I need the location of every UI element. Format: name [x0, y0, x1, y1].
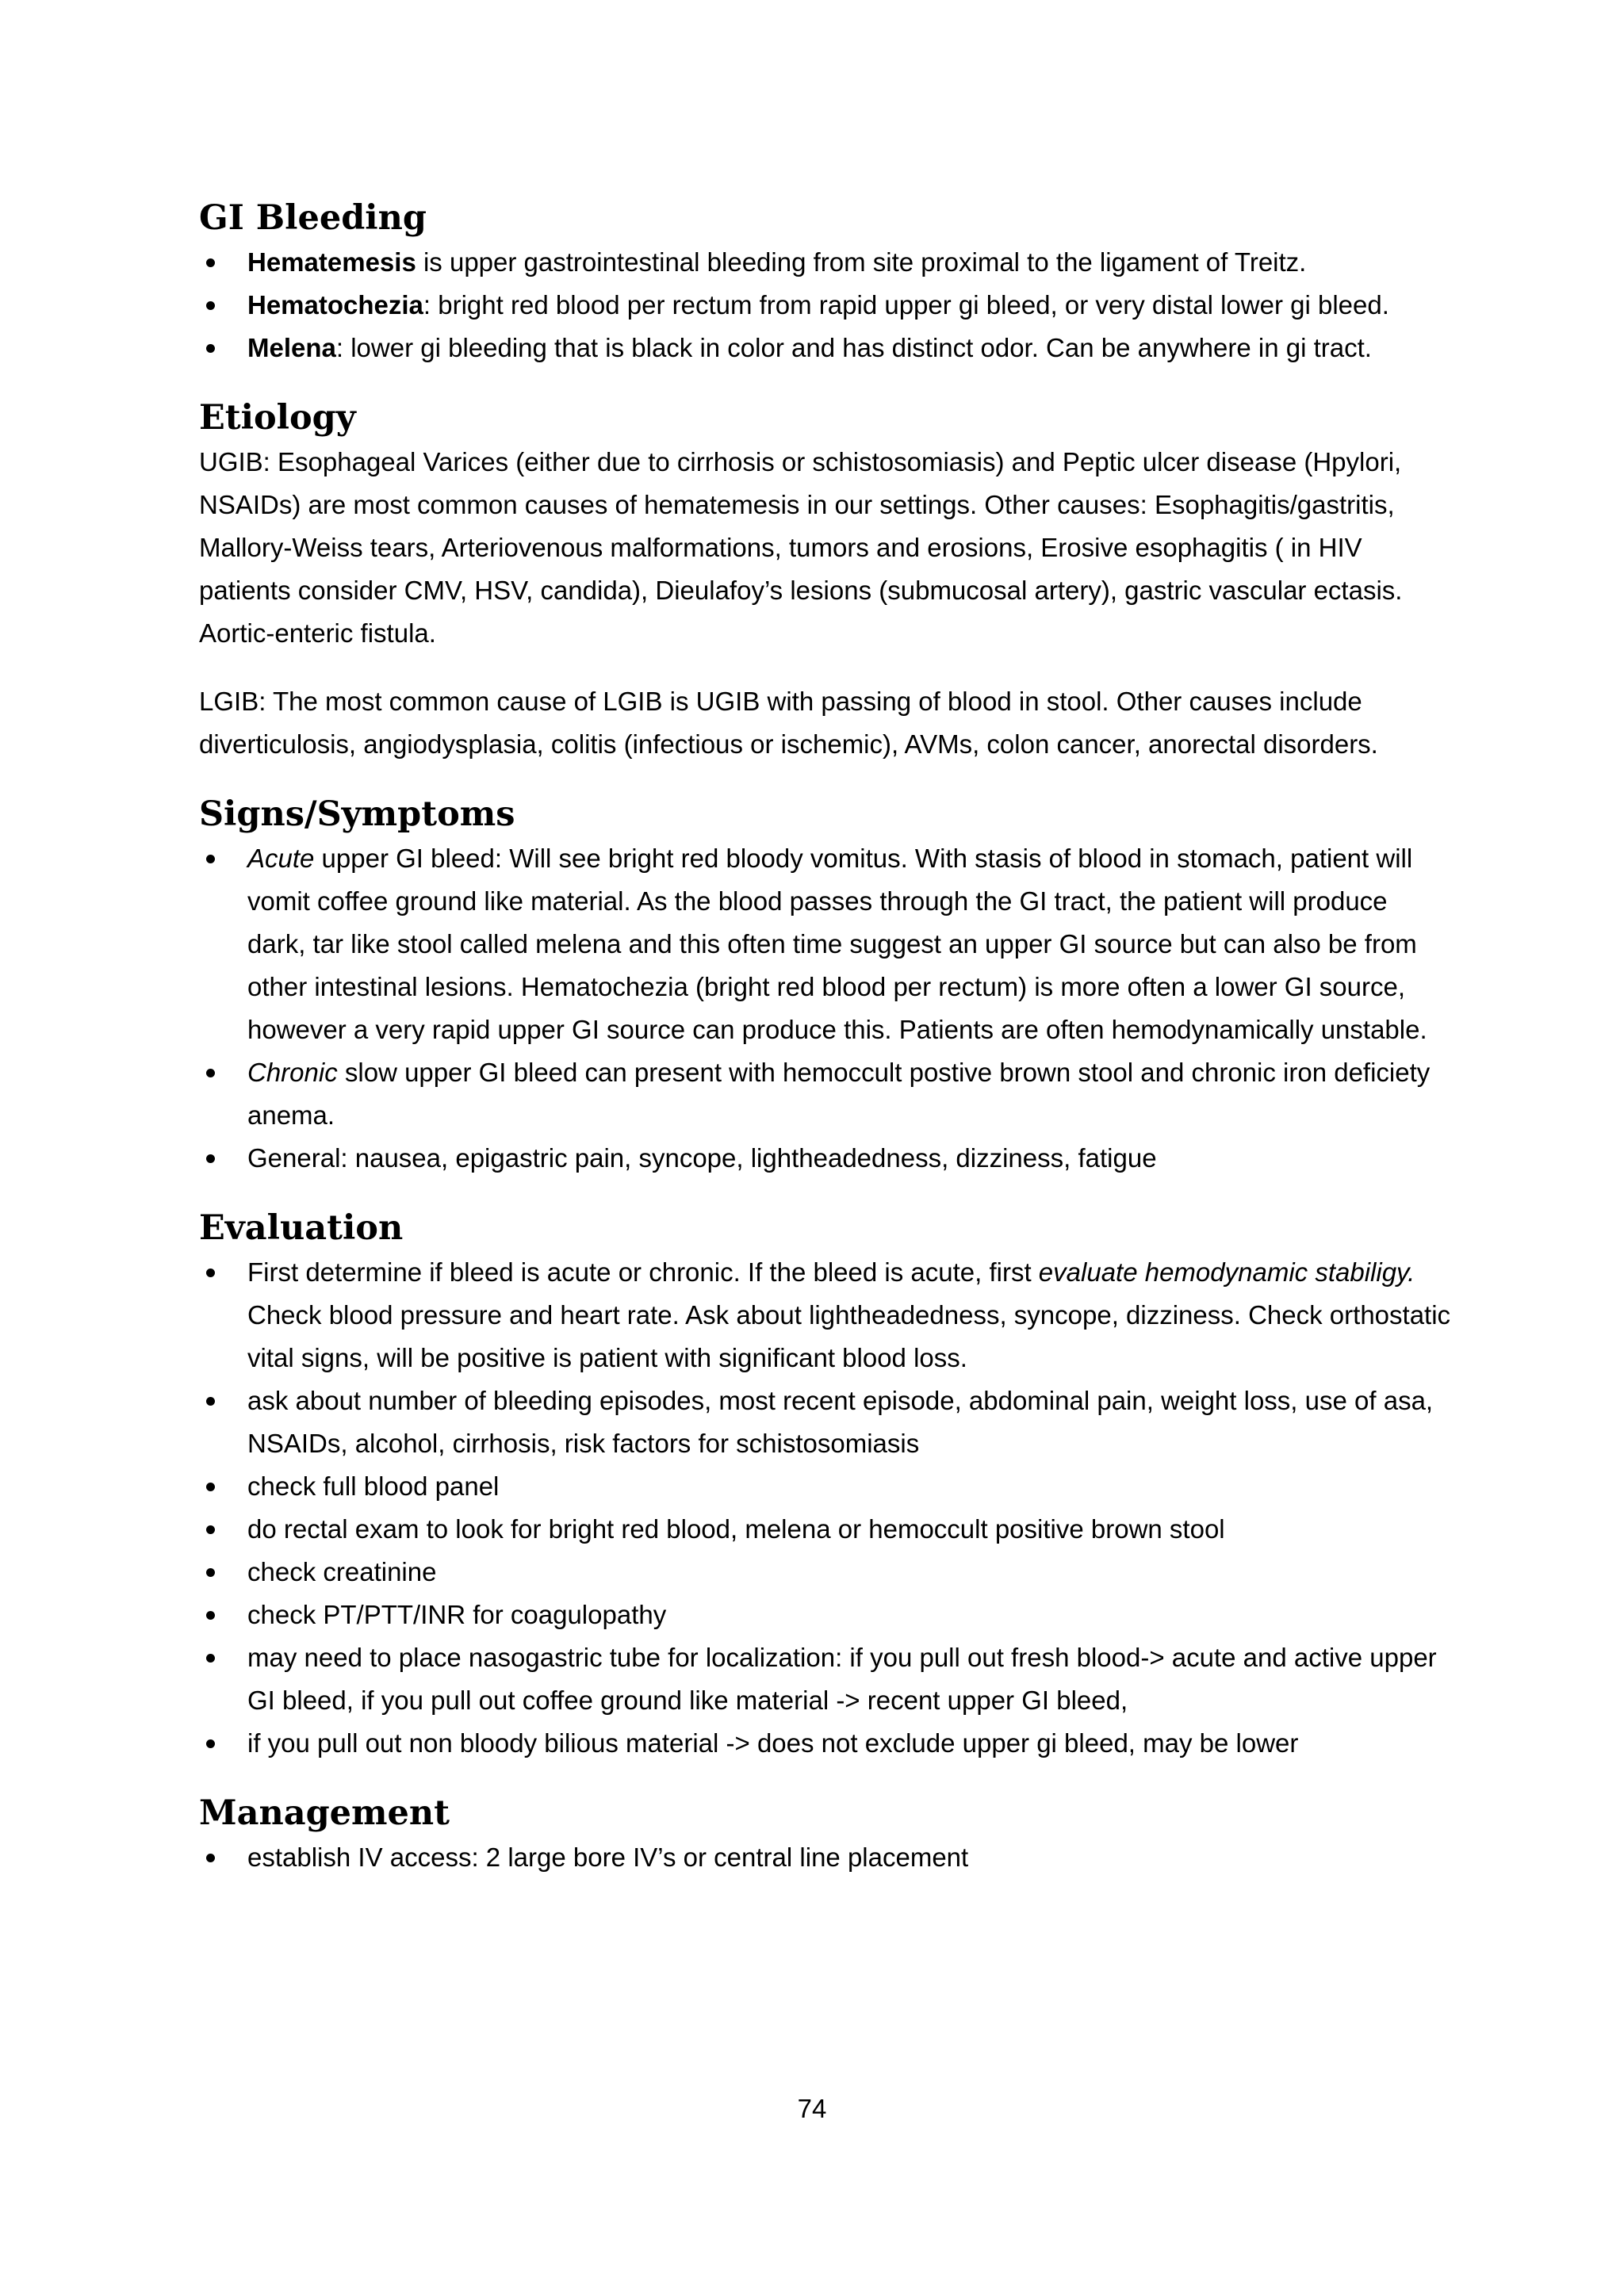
list-item: check PT/PTT/INR for coagulopathy — [199, 1594, 1452, 1636]
emphasis-chronic: Chronic — [247, 1058, 338, 1087]
list-item: do rectal exam to look for bright red blood, melena or hemoccult positive brown stool — [199, 1508, 1452, 1551]
list-item — [199, 837, 1452, 1051]
list-item: establish IV access: 2 large bore IV’s or central line placement — [199, 1836, 1452, 1879]
term-hematochezia: Hematochezia — [247, 290, 423, 320]
list-item: may need to place nasogastric tube for localization: if you pull out fresh blood-> acute and active upper GI bleed, if you pull out coffee ground like material -> recent upper GI bleed, — [199, 1636, 1452, 1722]
list-text: upper GI bleed: Will see bright red bloody vomitus. With stasis of blood in stomach, patient will vomit coffee ground like material. As the blood passes through the GI tract, the patient will produce dark, tar like stool called melena and this often time suggest an upper GI source but can also be from other intestinal lesions. Hematochezia (bright red blood per rectum) is more often a lower GI source, however a very rapid upper GI source can produce this. Patients are often hemodynamically unstable. — [247, 844, 1427, 1044]
emphasis-acute: Acute — [247, 844, 315, 873]
evaluation-list — [199, 1251, 1452, 1765]
list-item — [199, 1251, 1452, 1380]
list-text: slow upper GI bleed can present with hemoccult postive brown stool and chronic iron deficiety anema. — [247, 1058, 1431, 1130]
list-item: check full blood panel — [199, 1465, 1452, 1508]
page-number: 74 — [797, 2094, 827, 2123]
list-item — [199, 284, 1452, 327]
section-title-signs-symptoms: Signs/Symptoms — [199, 794, 515, 834]
etiology-ugib-paragraph: UGIB: Esophageal Varices (either due to cirrhosis or schistosomiasis) and Peptic ulcer disease (Hpylori, NSAIDs) are most common causes of hematemesis in our settings. Other causes: Esophagitis/gastritis, Mallory-Weiss tears, Arteriovenous malformations, tumors and erosions, Erosive esophagitis ( in HIV patients consider CMV, HSV, candida), Dieulafoy’s lesions (submucosal artery), gastric vascular ectasis. Aortic-enteric fistula. — [199, 447, 1403, 648]
emphasis-hemodynamic: evaluate hemodynamic stabiligy. — [1038, 1257, 1415, 1287]
definition-text: is upper gastrointestinal bleeding from site proximal to the ligament of Treitz. — [416, 247, 1307, 277]
section-title-gi-bleeding: GI Bleeding — [199, 198, 427, 238]
list-item — [199, 1051, 1452, 1137]
management-list — [199, 1836, 1452, 1879]
list-item: if you pull out non bloody bilious material -> does not exclude upper gi bleed, may be lower — [199, 1722, 1452, 1765]
signs-list — [199, 837, 1452, 1180]
section-title-evaluation: Evaluation — [199, 1208, 404, 1248]
definition-text: : lower gi bleeding that is black in color and has distinct odor. Can be anywhere in gi tract. — [335, 333, 1372, 362]
list-item: General: nausea, epigastric pain, syncope, lightheadedness, dizziness, fatigue — [199, 1137, 1452, 1180]
term-melena: Melena — [247, 333, 336, 362]
definition-text: : bright red blood per rectum from rapid upper gi bleed, or very distal lower gi bleed. — [423, 290, 1389, 320]
list-item — [199, 327, 1452, 369]
etiology-lgib-paragraph: LGIB: The most common cause of LGIB is UGIB with passing of blood in stool. Other causes include diverticulosis, angiodysplasia, colitis (infectious or ischemic), AVMs, colon cancer, anorectal disorders. — [199, 687, 1378, 759]
document-body — [199, 195, 1452, 1879]
list-item — [199, 241, 1452, 284]
term-hematemesis: Hematemesis — [247, 247, 416, 277]
section-title-management: Management — [199, 1793, 450, 1833]
section-title-etiology: Etiology — [199, 398, 356, 438]
list-item: check creatinine — [199, 1551, 1452, 1594]
list-text: First determine if bleed is acute or chronic. If the bleed is acute, first — [247, 1257, 1039, 1287]
list-text: Check blood pressure and heart rate. Ask about lightheadedness, syncope, dizziness. Check orthostatic vital signs, will be positive is patient with significant blood loss. — [247, 1300, 1451, 1372]
gi-bleeding-list — [199, 241, 1452, 369]
list-item: ask about number of bleeding episodes, most recent episode, abdominal pain, weight loss, use of asa, NSAIDs, alcohol, cirrhosis, risk factors for schistosomiasis — [199, 1380, 1452, 1465]
